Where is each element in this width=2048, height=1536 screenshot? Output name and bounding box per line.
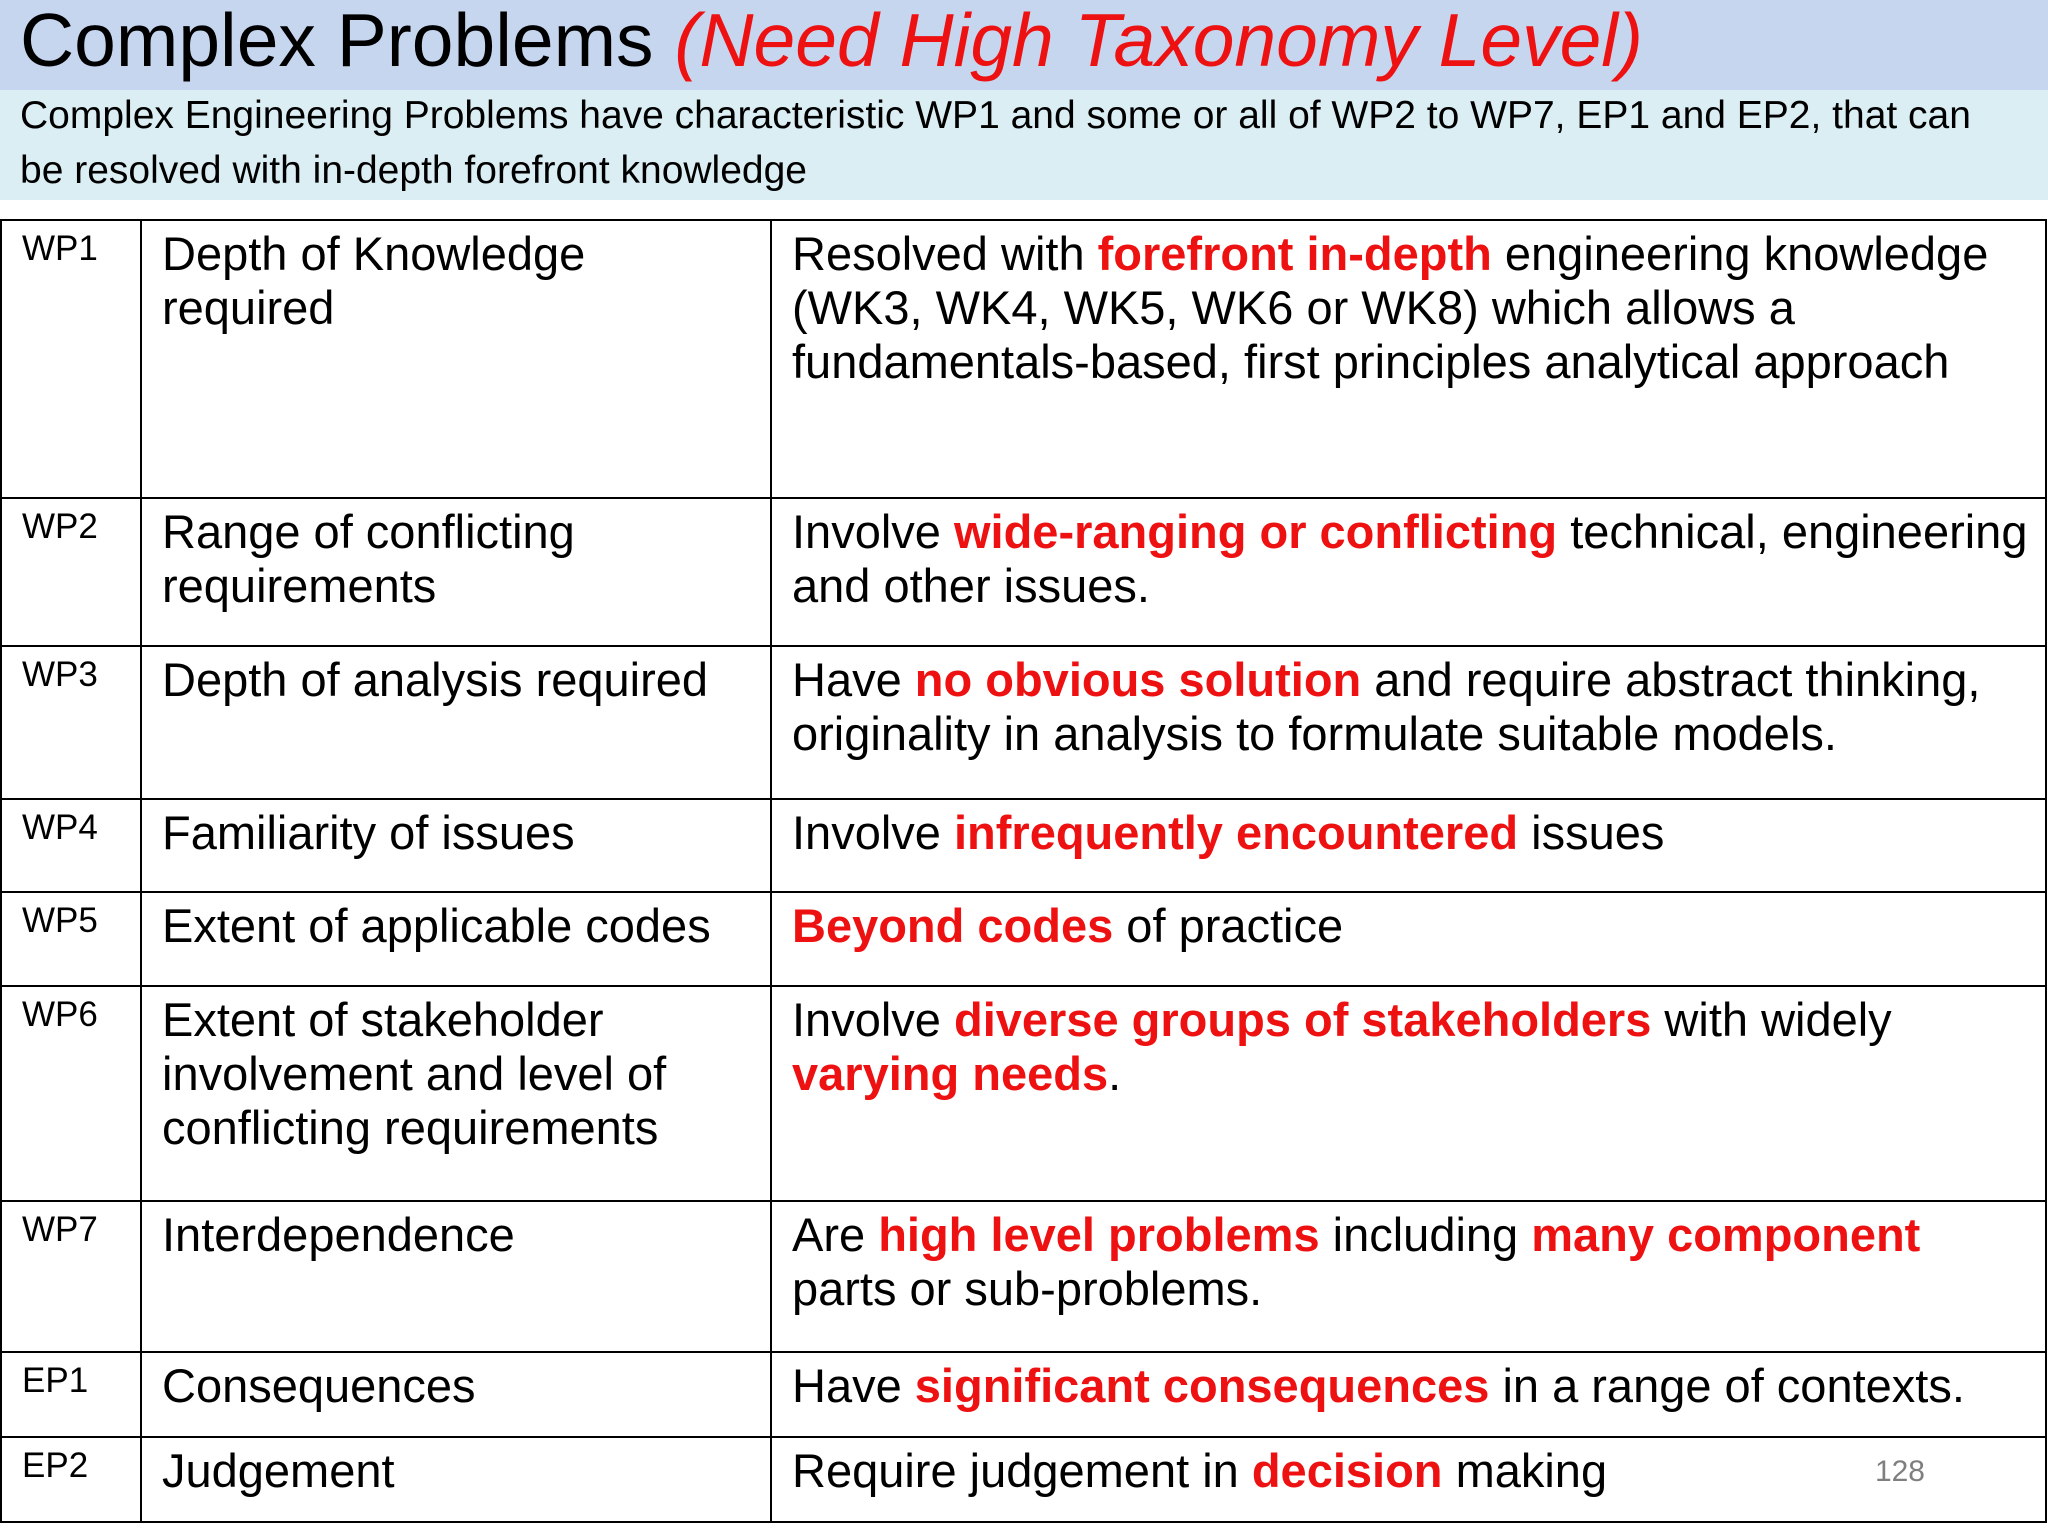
- description-text: Resolved with: [792, 227, 1098, 280]
- title-main: Complex Problems: [20, 0, 675, 82]
- row-attribute: Extent of stakeholder involvement and level of conflicting requirements: [141, 986, 771, 1201]
- row-description: [771, 646, 2046, 799]
- row-attribute: Depth of Knowledge required: [141, 220, 771, 498]
- row-description: [771, 1201, 2046, 1352]
- description-text: Involve: [792, 993, 954, 1046]
- table-row: [1, 1201, 2046, 1352]
- highlighted-text: diverse groups of stakeholders: [953, 993, 1652, 1046]
- description-text: .: [1108, 1047, 1122, 1100]
- row-description: [771, 986, 2046, 1201]
- row-attribute: Familiarity of issues: [141, 799, 771, 892]
- row-code: WP6: [1, 986, 141, 1201]
- title-accent: (Need High Taxonomy Level): [674, 0, 1643, 82]
- row-code: WP4: [1, 799, 141, 892]
- row-code: WP5: [1, 892, 141, 986]
- row-attribute: Range of conflicting requirements: [141, 498, 771, 646]
- description-text: including: [1319, 1208, 1532, 1261]
- highlighted-text: high level problems: [878, 1208, 1320, 1261]
- row-code: WP1: [1, 220, 141, 498]
- description-text: issues: [1518, 806, 1665, 859]
- row-attribute: Judgement: [141, 1437, 771, 1522]
- description-text: parts or sub-problems.: [792, 1262, 1263, 1315]
- description-text: with widely: [1651, 993, 1892, 1046]
- row-code: WP7: [1, 1201, 141, 1352]
- row-description: [771, 799, 2046, 892]
- description-text: and require abstract thinking, originality in analysis to formulate suitable models.: [792, 653, 1981, 760]
- description-text: of practice: [1113, 899, 1344, 952]
- highlighted-text: varying needs: [792, 1047, 1109, 1100]
- highlighted-text: forefront in-depth: [1097, 227, 1492, 280]
- highlighted-text: decision: [1251, 1444, 1443, 1497]
- characteristics-table: [0, 219, 2047, 1523]
- row-description: [771, 498, 2046, 646]
- page-number: 128: [1874, 1455, 1925, 1488]
- highlighted-text: wide-ranging or conflicting: [953, 505, 1558, 558]
- subtitle: Complex Engineering Problems have characteristic WP1 and some or all of WP2 to WP7, EP1 and EP2, that can be resolved with in-depth forefront knowledge: [20, 94, 1971, 192]
- table-row: [1, 892, 2046, 986]
- row-description: [771, 220, 2046, 498]
- row-description: [771, 1352, 2046, 1437]
- table-row: [1, 220, 2046, 498]
- row-code: EP2: [1, 1437, 141, 1522]
- row-attribute: Interdependence: [141, 1201, 771, 1352]
- highlighted-text: Beyond codes: [792, 899, 1114, 952]
- highlighted-text: infrequently encountered: [953, 806, 1519, 859]
- row-code: WP2: [1, 498, 141, 646]
- description-text: Require judgement in: [792, 1444, 1252, 1497]
- row-description: [771, 1437, 2046, 1522]
- table-row: [1, 498, 2046, 646]
- description-text: making: [1442, 1444, 1608, 1497]
- description-text: Have: [792, 653, 915, 706]
- description-text: Have: [792, 1359, 915, 1412]
- table-row: [1, 1437, 2046, 1522]
- highlighted-text: no obvious solution: [914, 653, 1362, 706]
- row-code: EP1: [1, 1352, 141, 1437]
- description-text: Involve: [792, 806, 954, 859]
- row-code: WP3: [1, 646, 141, 799]
- table-row: [1, 986, 2046, 1201]
- table-row: [1, 1352, 2046, 1437]
- description-text: engineering knowledge (WK3, WK4, WK5, WK6 or WK8) which allows a fundamentals-based, first principles analytical approach: [792, 227, 1989, 388]
- page-title: [20, 0, 1643, 80]
- description-text: in a range of contexts.: [1489, 1359, 1965, 1412]
- table-row: [1, 646, 2046, 799]
- row-description: [771, 892, 2046, 986]
- table-row: [1, 799, 2046, 892]
- row-attribute: Extent of applicable codes: [141, 892, 771, 986]
- highlighted-text: significant consequences: [914, 1359, 1490, 1412]
- row-attribute: Depth of analysis required: [141, 646, 771, 799]
- description-text: Involve: [792, 505, 954, 558]
- highlighted-text: many component: [1531, 1208, 1921, 1261]
- description-text: Are: [792, 1208, 879, 1261]
- description-text: technical, engineering and other issues.: [792, 505, 2028, 612]
- row-attribute: Consequences: [141, 1352, 771, 1437]
